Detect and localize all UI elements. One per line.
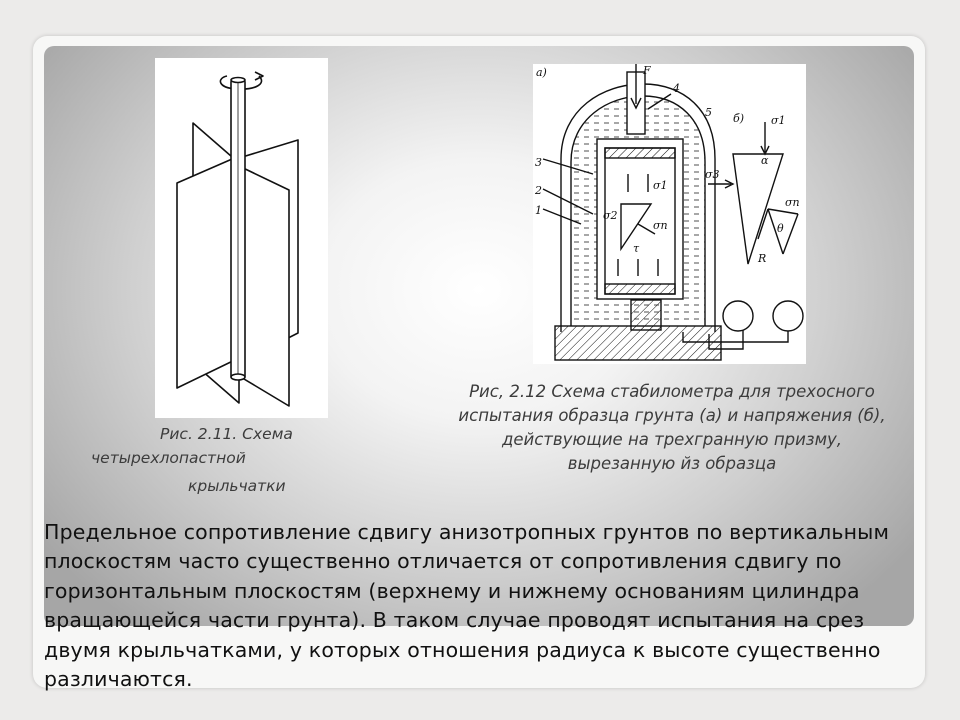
sigma1-inner-label: σ1 xyxy=(653,179,668,192)
number-5-label: 5 xyxy=(705,106,712,119)
figure1-caption-line2: четырехлопастной xyxy=(91,449,246,467)
panel-b-label: б) xyxy=(733,112,745,125)
sigma2-label: σ2 xyxy=(603,209,618,222)
number-1-label: 1 xyxy=(535,204,542,217)
sigma-n-outer-label: σn xyxy=(785,196,800,209)
sigma-n-inner-label: σn xyxy=(653,219,668,232)
tau-label: τ xyxy=(633,242,640,255)
theta-label: θ xyxy=(777,222,784,235)
figure2-caption: Рис, 2.12 Схема стабилометра для трехосного испытания образца грунта (а) и напряжения (б), действующие на трехгранную призму, вырезанную йз образца xyxy=(458,382,886,473)
force-label: F xyxy=(643,64,651,77)
panel-a-label: а) xyxy=(536,66,547,79)
number-4-label: 4 xyxy=(673,82,680,95)
alpha-label: α xyxy=(761,154,769,167)
number-3-label: 3 xyxy=(535,156,542,169)
main-paragraph: Предельное сопротивление сдвигу анизотропных грунтов по вертикальным плоскостям часто существенно отличается от сопротивления сдвигу по горизонтальным плоскостям (верхнему и нижнему основаниям цилиндра вращающейся части грунта). В таком случае проводят испытания на срез двумя крыльчатками, у которых отношения радиуса к высоте существенно различаются. xyxy=(44,520,890,692)
figure1-caption-line1: Рис. 2.11. Схема xyxy=(160,425,293,443)
figure1-caption-line3: крыльчатки xyxy=(188,477,286,495)
stabilometer-figure xyxy=(533,64,806,364)
sigma1-outer-label: σ1 xyxy=(771,114,786,127)
vane-figure xyxy=(155,58,328,418)
vane-drawing xyxy=(155,58,328,418)
resultant-label: R xyxy=(758,252,767,265)
sigma3-label: σ3 xyxy=(705,168,720,181)
number-2-label: 2 xyxy=(535,184,542,197)
stabilometer-drawing xyxy=(533,64,806,364)
